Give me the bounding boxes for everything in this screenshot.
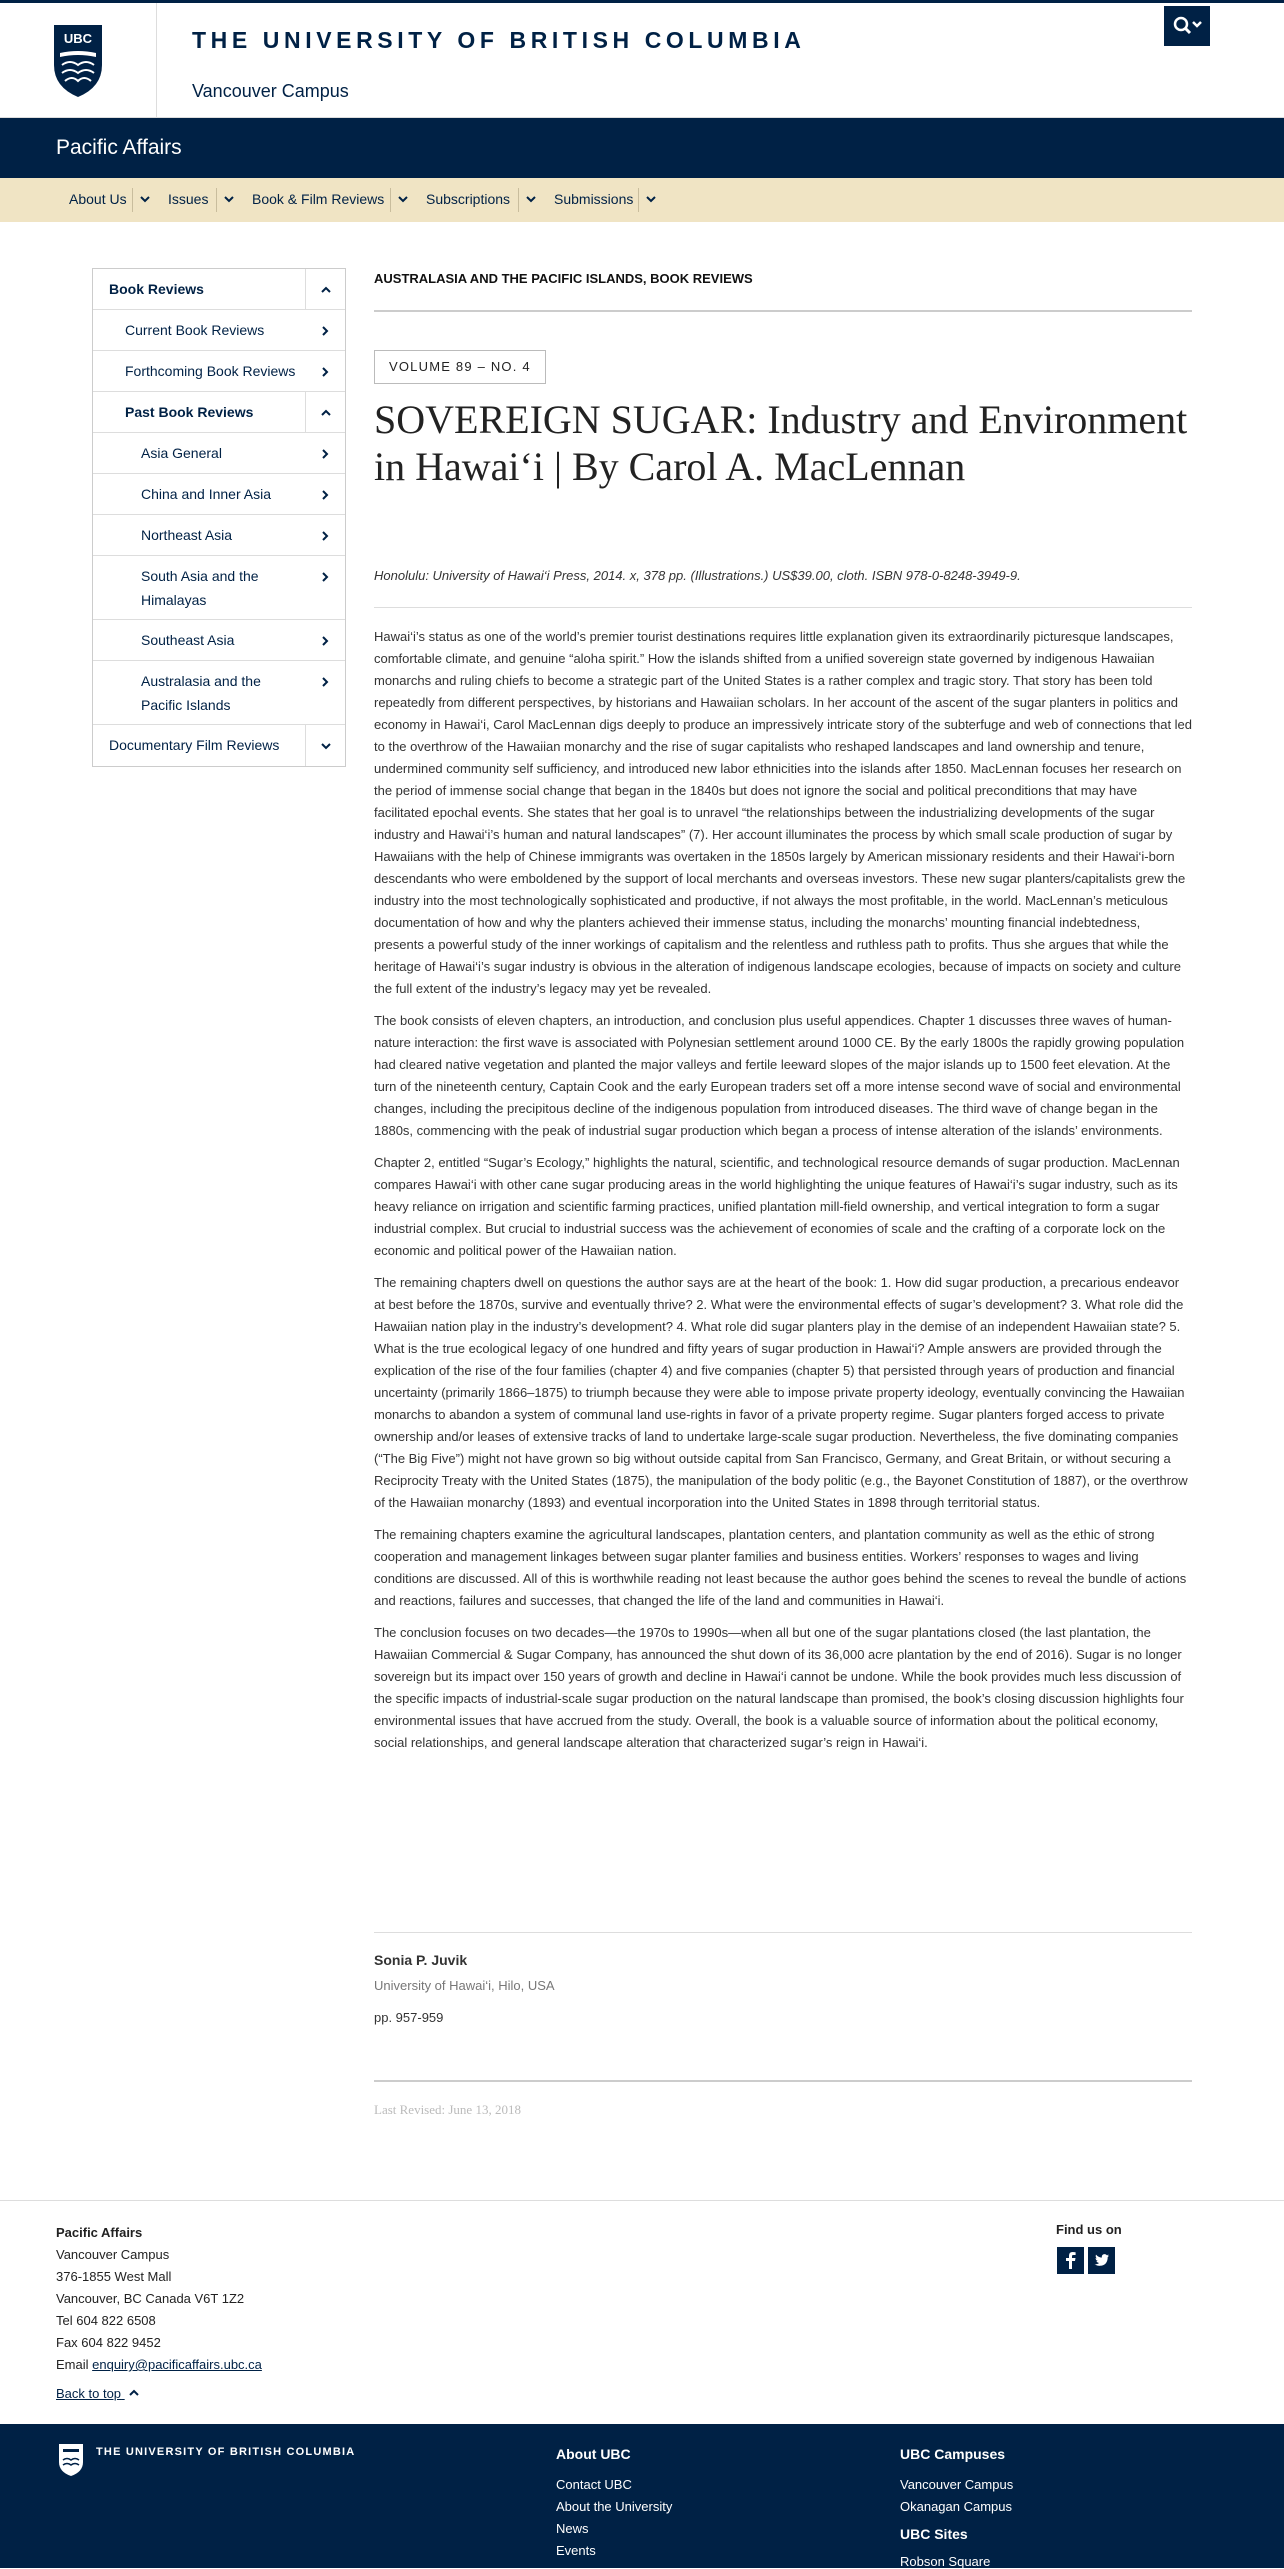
last-revised: Last Revised: June 13, 2018: [374, 2102, 521, 2117]
sidebar-arrow[interactable]: [305, 351, 345, 391]
facebook-icon: [1057, 2247, 1084, 2274]
footer-email-link[interactable]: enquiry@pacificaffairs.ubc.ca: [92, 2357, 262, 2372]
sidebar-toggle[interactable]: [305, 269, 345, 309]
crest-icon: [0, 3, 156, 118]
footer-link-robson-square[interactable]: Robson Square: [900, 2554, 991, 2569]
nav-about-us[interactable]: About Us: [69, 191, 127, 207]
sidebar-item-label: Australasia and the Pacific Islands: [141, 673, 261, 713]
sidebar-item-past-book-reviews[interactable]: [93, 392, 345, 433]
sidebar-arrow[interactable]: [305, 433, 345, 473]
sidebar-arrow[interactable]: [305, 515, 345, 555]
category-separator: ,: [642, 271, 651, 286]
sidebar-item-book-reviews[interactable]: [93, 269, 345, 310]
sidebar-item-label: China and Inner Asia: [141, 486, 271, 502]
twitter-icon: [1088, 2247, 1115, 2274]
ubc-footer: [0, 2424, 1284, 2568]
sidebar-arrow[interactable]: [305, 310, 345, 350]
sidebar-item-label: Northeast Asia: [141, 527, 233, 543]
unit-bar: [0, 118, 1284, 178]
facebook-link[interactable]: [1057, 2247, 1084, 2274]
footer-email-row: [56, 2354, 262, 2376]
chevron-down-icon[interactable]: [394, 188, 412, 210]
university-name[interactable]: THE UNIVERSITY OF BRITISH COLUMBIA: [192, 27, 806, 53]
campus-name[interactable]: Vancouver Campus: [192, 81, 349, 101]
sidebar-item-australasia-pacific[interactable]: [93, 661, 345, 725]
chevron-right-icon: [318, 529, 332, 543]
footer-address-line: Vancouver, BC Canada V6T 1Z2: [56, 2291, 245, 2306]
chevron-down-icon[interactable]: [522, 188, 540, 210]
chevron-right-icon: [318, 570, 332, 584]
chevron-down-icon[interactable]: [220, 188, 238, 210]
review-paragraph: Hawai‘i’s status as one of the world’s premier tourist destinations requires little explanation given its extraordinarily picturesque landscapes, comfortable climate, and genuine “aloha spirit.” How the islands shifted from a unified sovereign state governed by indigenous Hawaiian monarchs and ruling chiefs to become a strategic part of the United States is a rather complex and tragic story. That story has been told repeatedly from different perspectives, by historians and Hawaiian scholars. In her account of the ascent of the sugar planters in politics and economy in Hawai‘i, Carol MacLennan digs deeply to produce an impressively intricate story of the subterfuge and web of connections that led to the overthrow of the Hawaiian monarchy and the rise of sugar capitalists who reshaped landscapes and land ownership and tenure, undermined community self sufficiency, and introduced new labor ethnicities into the islands after 1850. MacLennan focuses her research on the period of immense social change that began in the 1840s but does not ignore the social and political preconditions that may have facilitated epochal events. She states that her goal is to unravel “the relationships between the industrializing developments of the sugar industry and Hawai‘i’s human and natural landscapes” (7). Her account illuminates the process by which small scale production of sugar by Hawaiians with the help of Chinese immigrants was overtaken in the 1850s largely by American missionary residents and their Hawai‘i-born descendants who were emboldened by the support of local merchants and overseas investors. These new sugar planters/capitalists grew the industry into the most technologically sophisticated and productive, if not always the most profitable, in the world. MacLennan’s meticulous documentation of how and why the planters achieved their immense status, including the monarchs’ mounting financial indebtedness, presents a powerful study of the inner workings of capitalism and the relentless and ruthless path to profits. Thus she argues that while the heritage of Hawai‘i’s sugar industry is obvious in the alteration of indigenous landscape ecologies, because of impacts on society and culture the full extent of the industry’s legacy may yet be revealed.: [374, 629, 1193, 996]
footer-address-line: Vancouver Campus: [56, 2247, 170, 2262]
review-paragraph: The conclusion focuses on two decades—the 1970s to 1990s—when all but one of the sugar plantations closed (the last plantation, the Hawaiian Commercial & Sugar Company, has announced the shut down of its 36,000 acre plantation by the end of 2016). Sugar is no longer sovereign but its impact over 150 years of growth and decline in Hawai‘i cannot be undone. While the book provides much less discussion of the specific impacts of industrial-scale sugar production on the natural landscape than promised, the book’s closing discussion highlights four environmental issues that have accrued from the study. Overall, the book is a valuable source of information about the political economy, social relationships, and general landscape alteration that characterized sugar’s reign in Hawai‘i.: [374, 1625, 1184, 1750]
sidebar-item-label: South Asia and the Himalayas: [141, 568, 259, 608]
review-paragraph: Chapter 2, entitled “Sugar’s Ecology,” highlights the natural, scientific, and technological resource demands of sugar production. MacLennan compares Hawai‘i with other cane sugar producing areas in the world highlighting the unique features of Hawai‘i’s sugar industry, such as its heavy reliance on irrigation and scientific farming practices, unified plantation mill-field ownership, and vertical integration to form a sugar industrial complex. But crucial to industrial success was the achievement of economies of scale and the crafting of a corporate lock on the economic and political power of the Hawaiian nation.: [374, 1155, 1180, 1258]
footer-link-contact[interactable]: Contact UBC: [556, 2477, 632, 2492]
footer-link-events[interactable]: Events: [556, 2543, 596, 2558]
review-paragraph: The book consists of eleven chapters, an introduction, and conclusion plus useful appendices. Chapter 1 discusses three waves of human-nature interaction: the first wave is associated with Polynesian settlement around 1000 CE. By the early 1800s the rapidly growing population had cleared native vegetation and planted the major valleys and fertile leeward slopes of the major islands up to 1500 feet elevation. At the turn of the nineteenth century, Captain Cook and the early European traders set off a more intense second wave of social and environmental changes, including the precipitous decline of the indigenous population from introduced diseases. The third wave of change began in the 1880s, commencing with the peak of industrial sugar production which began a process of intense alteration of the islands’ environments.: [374, 1013, 1185, 1138]
footer-link-news[interactable]: News: [556, 2521, 589, 2536]
sidebar-arrow[interactable]: [305, 661, 345, 724]
article-categories: [374, 271, 753, 286]
search-toggle-button[interactable]: [1164, 6, 1210, 46]
divider: [374, 2080, 1192, 2082]
sidebar-item-documentary-film-reviews[interactable]: [93, 725, 345, 766]
sidebar-item-label: Past Book Reviews: [125, 404, 254, 420]
sidebar-item-label: Book Reviews: [109, 281, 204, 297]
sidebar-item-label: Current Book Reviews: [125, 322, 265, 338]
footer-link-okanagan[interactable]: Okanagan Campus: [900, 2499, 1013, 2514]
chevron-right-icon: [318, 324, 332, 338]
ubc-crest-logo[interactable]: [0, 3, 157, 118]
divider: [374, 607, 1192, 608]
sidebar-item-south-asia-himalayas[interactable]: [93, 556, 345, 620]
sidebar-item-label: Southeast Asia: [141, 632, 235, 648]
chevron-down-icon[interactable]: [642, 188, 660, 210]
chevron-down-icon[interactable]: [136, 188, 154, 210]
nav-book-film-reviews[interactable]: Book & Film Reviews: [252, 191, 385, 207]
sidebar-item-current-book-reviews[interactable]: [93, 310, 345, 351]
twitter-link[interactable]: [1088, 2247, 1115, 2274]
volume-badge[interactable]: VOLUME 89 – NO. 4: [374, 350, 546, 384]
review-paragraph: The remaining chapters dwell on questions the author says are at the heart of the book: 1. How did sugar production, a precarious endeavor at best before the 1870s, survive and eventually thrive? 2. What were the environmental effects of sugar’s development? 3. What role did the Hawaiian nation play in the industry’s development? 4. What role did sugar planters play in the demise of an independent Hawaiian state? 5. What is the true ecological legacy of one hundred and fifty years of sugar production in Hawai‘i? Ample answers are provided through the explication of the rise of the four families (chapter 4) and five companies (chapter 5) that persisted through years of production and financial uncertainty (primarily 1866–1875) to triumph because they were able to impose private property ideology, eventually convincing the Hawaiian monarchs to abandon a system of communal land use-rights in favor of a private property regime. Sugar planters forged access to private ownership and/or leases of extensive tracks of land to undertake large-scale sugar production. Nevertheless, the five dominating companies (“The Big Five”) might not have grown so big without outside capital from San Francisco, Germany, and Great Britain, or without securing a Reciprocity Treaty with the United States (1875), the manipulation of the body politic (e.g., the Bayonet Constitution of 1887), or the overthrow of the Hawaiian monarchy (1893) and eventual incorporation into the United States in 1898 through territorial status.: [374, 1275, 1188, 1510]
back-to-top-link[interactable]: [56, 2386, 140, 2401]
divider: [374, 1932, 1192, 1933]
sidebar-item-forthcoming-book-reviews[interactable]: [93, 351, 345, 392]
back-to-top-label: Back to top: [56, 2386, 122, 2401]
sidebar-item-label: Documentary Film Reviews: [109, 737, 280, 753]
find-us-label: Find us on: [1056, 2222, 1122, 2237]
chevron-down-icon: [319, 739, 333, 753]
chevron-right-icon: [318, 447, 332, 461]
chevron-right-icon: [318, 675, 332, 689]
chevron-right-icon: [318, 365, 332, 379]
search-icon: [1164, 6, 1210, 46]
sidebar-arrow[interactable]: [305, 556, 345, 619]
reviewer-affiliation: University of Hawai‘i, Hilo, USA: [374, 1978, 555, 1993]
sidebar-arrow[interactable]: [305, 620, 345, 660]
sidebar-arrow[interactable]: [305, 474, 345, 514]
footer-contact: [56, 2222, 262, 2376]
book-citation: Honolulu: University of Hawai‘i Press, 2014. x, 378 pp. (Illustrations.) US$39.00, cloth. ISBN 978-0-8248-3949-9.: [374, 568, 1021, 583]
sidebar-nav: [92, 268, 346, 767]
footer-campuses-heading: UBC Campuses: [900, 2446, 1006, 2462]
footer-phone: Tel 604 822 6508: [56, 2313, 156, 2328]
svg-text:UBC: UBC: [63, 31, 93, 46]
footer-org-name: Pacific Affairs: [56, 2225, 143, 2240]
footer-about-heading: About UBC: [556, 2446, 631, 2462]
ubc-header: [0, 0, 1284, 118]
sidebar-item-northeast-asia[interactable]: [93, 515, 345, 556]
footer-address-line: 376-1855 West Mall: [56, 2269, 172, 2284]
category-link[interactable]: AUSTRALASIA AND THE PACIFIC ISLANDS: [374, 271, 643, 286]
footer-email-label: Email: [56, 2357, 93, 2372]
page-title: SOVEREIGN SUGAR: Industry and Environment in Hawai‘i | By Carol A. MacLennan: [374, 397, 1188, 489]
review-body: [374, 626, 1192, 1764]
nav-submissions[interactable]: Submissions: [554, 191, 634, 207]
sidebar-item-label: Asia General: [141, 445, 222, 461]
sidebar-toggle[interactable]: [305, 392, 345, 432]
sidebar-item-label: Forthcoming Book Reviews: [125, 363, 296, 379]
chevron-right-icon: [318, 634, 332, 648]
unit-name-link[interactable]: Pacific Affairs: [56, 136, 182, 159]
sidebar-item-china-inner-asia[interactable]: [93, 474, 345, 515]
chevron-up-icon: [319, 406, 333, 420]
nav-issues[interactable]: Issues: [168, 191, 209, 207]
reviewer-name: Sonia P. Juvik: [374, 1952, 468, 1968]
footer-link-vancouver[interactable]: Vancouver Campus: [900, 2477, 1014, 2492]
review-paragraph: The remaining chapters examine the agricultural landscapes, plantation centers, and plantation community as well as the ethic of strong cooperation and management linkages between sugar planter families and business entities. Workers’ responses to wages and living conditions are discussed. All of this is worthwhile reading not least because the author goes behind the scenes to reveal the bundle of actions and reactions, failures and successes, that changed the life of the land and communities in Hawai‘i.: [374, 1527, 1187, 1608]
footer-university-name[interactable]: THE UNIVERSITY OF BRITISH COLUMBIA: [96, 2446, 356, 2458]
page-range: pp. 957-959: [374, 2010, 444, 2025]
main-navigation: [0, 178, 1284, 222]
divider: [374, 310, 1192, 312]
chevron-up-icon: [128, 2388, 140, 2398]
footer-sites-heading: UBC Sites: [900, 2526, 968, 2542]
footer-link-about[interactable]: About the University: [556, 2499, 673, 2514]
sidebar-toggle[interactable]: [305, 725, 345, 766]
category-link[interactable]: BOOK REVIEWS: [650, 271, 753, 286]
sidebar-item-asia-general[interactable]: [93, 433, 345, 474]
crest-icon[interactable]: [56, 2442, 86, 2478]
nav-subscriptions[interactable]: Subscriptions: [426, 191, 511, 207]
divider: [0, 2200, 1284, 2201]
chevron-right-icon: [318, 488, 332, 502]
sidebar-item-southeast-asia[interactable]: [93, 620, 345, 661]
footer-fax: Fax 604 822 9452: [56, 2335, 161, 2350]
chevron-up-icon: [319, 283, 333, 297]
